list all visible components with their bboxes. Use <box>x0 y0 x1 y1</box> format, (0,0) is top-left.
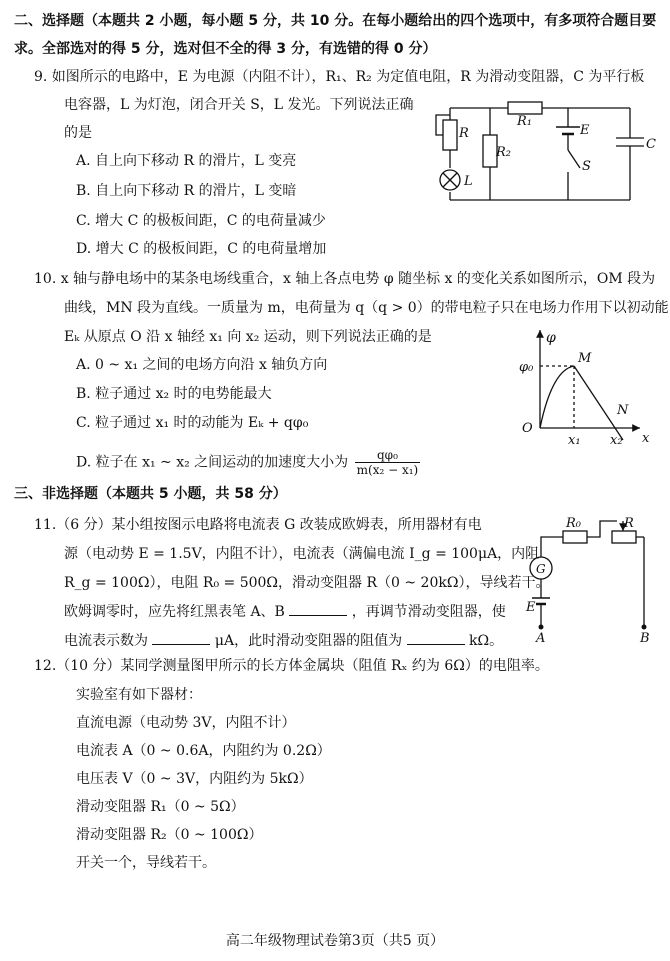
q12-equipment-item: 滑动变阻器 R₁（0 ~ 5Ω） <box>76 799 245 815</box>
q12-equipment-item: 直流电源（电动势 3V，内阻不计） <box>76 715 296 731</box>
q12-equipment-item: 开关一个，导线若干。 <box>76 855 216 871</box>
q10-label-m: M <box>578 351 592 366</box>
section2-heading-line2: 求。全部选对的得 5 分，选对但不全的得 3 分，有选错的得 0 分） <box>14 41 437 57</box>
q11-resistor-r0 <box>563 531 587 543</box>
q11-rheostat-r <box>612 531 636 543</box>
section3-heading: 三、非选择题（本题共 5 小题，共 58 分） <box>14 486 287 502</box>
q10-label-x2: x₂ <box>610 433 623 448</box>
q11-stem-line2: 源（电动势 E = 1.5V，内阻不计），电流表（满偏电流 I_g = 100μA，内阻 <box>64 546 540 562</box>
q9-label-e: E <box>580 123 590 138</box>
q10-stem-line1: 10. x 轴与静电场中的某条电场线重合，x 轴上各点电势 φ 随坐标 x 的变化关系如图所示，OM 段为 <box>34 271 656 287</box>
q9-label-r1: R₁ <box>517 114 532 129</box>
q11-label-e: E <box>526 600 536 615</box>
q9-stem-line2: 电容器，L 为灯泡，闭合开关 S，L 发光。下列说法正确 <box>64 97 414 113</box>
q9-stem-line3: 的是 <box>64 125 92 141</box>
q12-equipment-item: 滑动变阻器 R₂（0 ~ 100Ω） <box>76 827 263 843</box>
q11-line4-text-a: 欧姆调零时，应先将红黑表笔 A、B <box>64 604 285 620</box>
q9-option-d: D. 增大 C 的极板间距，C 的电荷量增加 <box>76 241 327 257</box>
q11-probe-a <box>539 625 544 630</box>
q10-option-a: A. 0 ~ x₁ 之间的电场方向沿 x 轴负方向 <box>76 357 328 373</box>
section2-heading-line1: 二、选择题（本题共 2 小题，每小题 5 分，共 10 分。在每小题给出的四个选项中，有多项符合题目要 <box>14 13 657 29</box>
q11-label-g: G <box>536 562 546 576</box>
q10-label-o: O <box>522 421 533 436</box>
q10-label-phi: φ <box>546 330 556 346</box>
q9-option-a: A. 自上向下移动 R 的滑片，L 变亮 <box>76 153 297 169</box>
q10-label-n: N <box>617 403 629 418</box>
q10-fraction-numerator: qφ₀ <box>355 448 421 463</box>
q9-label-r: R <box>459 126 469 141</box>
q10-label-phi0: φ₀ <box>519 360 534 375</box>
q9-label-c: C <box>646 137 656 152</box>
q9-option-c: C. 增大 C 的极板间距，C 的电荷量减少 <box>76 213 326 229</box>
q11-label-r: R <box>624 516 634 531</box>
q9-option-b: B. 自上向下移动 R 的滑片，L 变暗 <box>76 183 297 199</box>
q10-option-d-text: D. 粒子在 x₁ ~ x₂ 之间运动的加速度大小为 <box>76 454 349 471</box>
q11-probe-b <box>642 625 647 630</box>
q11-label-b: B <box>640 631 650 646</box>
q10-option-b: B. 粒子通过 x₂ 时的电势能最大 <box>76 386 272 402</box>
q10-option-c: C. 粒子通过 x₁ 时的动能为 Eₖ + qφ₀ <box>76 415 309 431</box>
q10-label-x1: x₁ <box>568 433 581 448</box>
q11-line5-text-a: 电流表示数为 <box>64 633 148 649</box>
q12-stem-line2: 实验室有如下器材： <box>76 687 202 703</box>
q9-label-r2: R₂ <box>496 145 511 160</box>
q10-stem-line2: 曲线，MN 段为直线。一质量为 m，电荷量为 q（q > 0）的带电粒子只在电场力作用下以初动能 <box>64 300 669 316</box>
q11-line5-text-b: μA，此时滑动变阻器的阻值为 <box>214 633 403 649</box>
q11-label-r0: R₀ <box>566 516 581 531</box>
q11-label-a: A <box>536 631 546 646</box>
page-footer: 高二年级物理试卷第3页（共5 页） <box>225 933 445 949</box>
q10-label-x: x <box>642 431 650 446</box>
q11-stem-line3: R_g = 100Ω），电阻 R₀ = 500Ω，滑动变阻器 R（0 ~ 20kΩ），导线若干。 <box>64 575 550 591</box>
q9-label-l: L <box>464 174 473 189</box>
q11-line5-text-c: kΩ。 <box>469 633 504 649</box>
q9-label-s: S <box>582 159 591 174</box>
q10-stem-line3: Eₖ 从原点 O 沿 x 轴经 x₁ 向 x₂ 运动，则下列说法正确的是 <box>64 329 432 345</box>
q12-stem-line1: 12.（10 分）某同学测量图甲所示的长方体金属块（阻值 Rₓ 约为 6Ω）的电阻率。 <box>34 658 549 674</box>
q11-stem-line1: 11.（6 分）某小组按图示电路将电流表 G 改装成欧姆表，所用器材有电 <box>34 517 482 533</box>
q12-equipment-item: 电流表 A（0 ~ 0.6A，内阻约为 0.2Ω） <box>76 743 331 759</box>
q12-equipment-item: 电压表 V（0 ~ 3V，内阻约为 5kΩ） <box>76 771 313 787</box>
q11-line4-text-b: ，再调节滑动变阻器，使 <box>351 604 506 620</box>
q10-fraction-denominator: m(x₂ − x₁) <box>356 463 419 477</box>
q9-stem-line1: 9. 如图所示的电路中，E 为电源（内阻不计），R₁、R₂ 为定值电阻，R 为滑动变阻器，C 为平行板 <box>34 69 645 85</box>
